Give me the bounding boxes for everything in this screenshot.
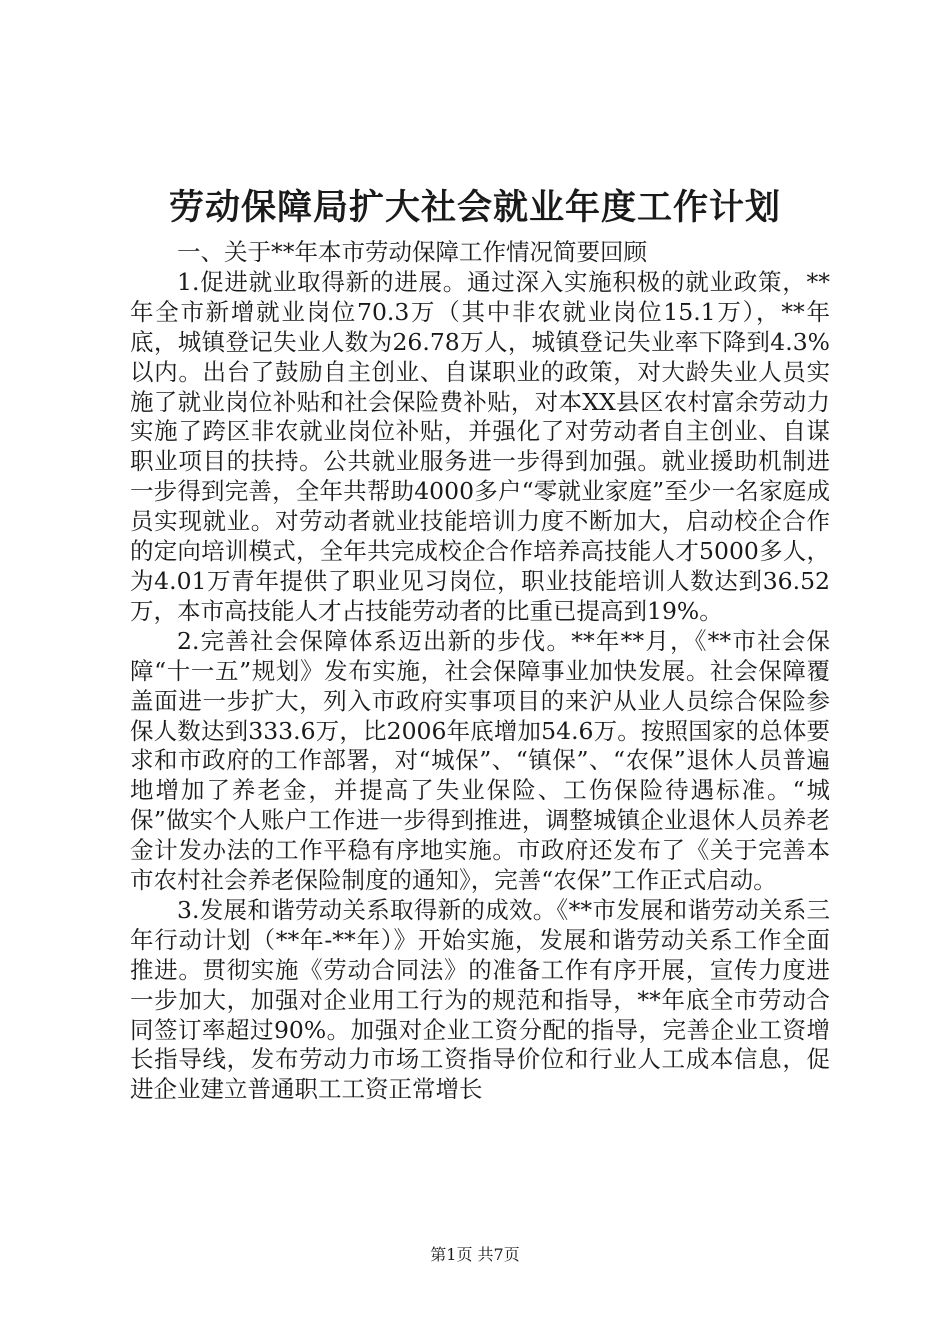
page-number-footer: 第1页 共7页: [430, 1245, 520, 1264]
paragraph-social-security: 2.完善社会保障体系迈出新的步伐。**年**月，《**市社会保障“十一五”规划》发布实施，社会保障事业加快发展。社会保障覆盖面进一步扩大，列入市政府实事项目的来沪从业人员综合保险参保人数达到333.6万，比2006年底增加54.6万。按照国家的总体要求和市政府的工作部署，对“城保”、“镇保”、“农保”退休人员普遍地增加了养老金，并提高了失业保险、工伤保险待遇标准。“城保”做实个人账户工作进一步得到推进，调整城镇企业退休人员养老金计发办法的工作平稳有序地实施。市政府还发布了《关于完善本市农村社会养老保险制度的通知》，完善“农保”工作正式启动。: [130, 626, 830, 895]
document-title: 劳动保障局扩大社会就业年度工作计划: [168, 187, 781, 228]
paragraph-labor-relations: 3.发展和谐劳动关系取得新的成效。《**市发展和谐劳动关系三年行动计划（**年-**年）》开始实施，发展和谐劳动关系工作全面推进。贯彻实施《劳动合同法》的准备工作有序开展，宣传力度进一步加大，加强对企业用工行为的规范和指导，**年底全市劳动合同签订率超过90%。加强对企业工资分配的指导，完善企业工资增长指导线，发布劳动力市场工资指导价位和行业人工成本信息，促进企业建立普通职工工资正常增长: [130, 895, 830, 1104]
section-heading: 一、关于**年本市劳动保障工作情况简要回顾: [177, 238, 647, 266]
paragraph-employment: 1.促进就业取得新的进展。通过深入实施积极的就业政策，**年全市新增就业岗位70.3万（其中非农就业岗位15.1万），**年底，城镇登记失业人数为26.78万人，城镇登记失业率下降到4.3%以内。出台了鼓励自主创业、自谋职业的政策，对大龄失业人员实施了就业岗位补贴和社会保险费补贴，对本XX县区农村富余劳动力实施了跨区非农就业岗位补贴，并强化了对劳动者自主创业、自谋职业项目的扶持。公共就业服务进一步得到加强。就业援助机制进一步得到完善，全年共帮助4000多户“零就业家庭”至少一名家庭成员实现就业。对劳动者就业技能培训力度不断加大，启动校企合作的定向培训模式，全年共完成校企合作培养高技能人才5000多人，为4.01万青年提供了职业见习岗位，职业技能培训人数达到36.52万，本市高技能人才占技能劳动者的比重已提高到19%。: [130, 267, 830, 625]
document-body: [130, 238, 830, 1105]
